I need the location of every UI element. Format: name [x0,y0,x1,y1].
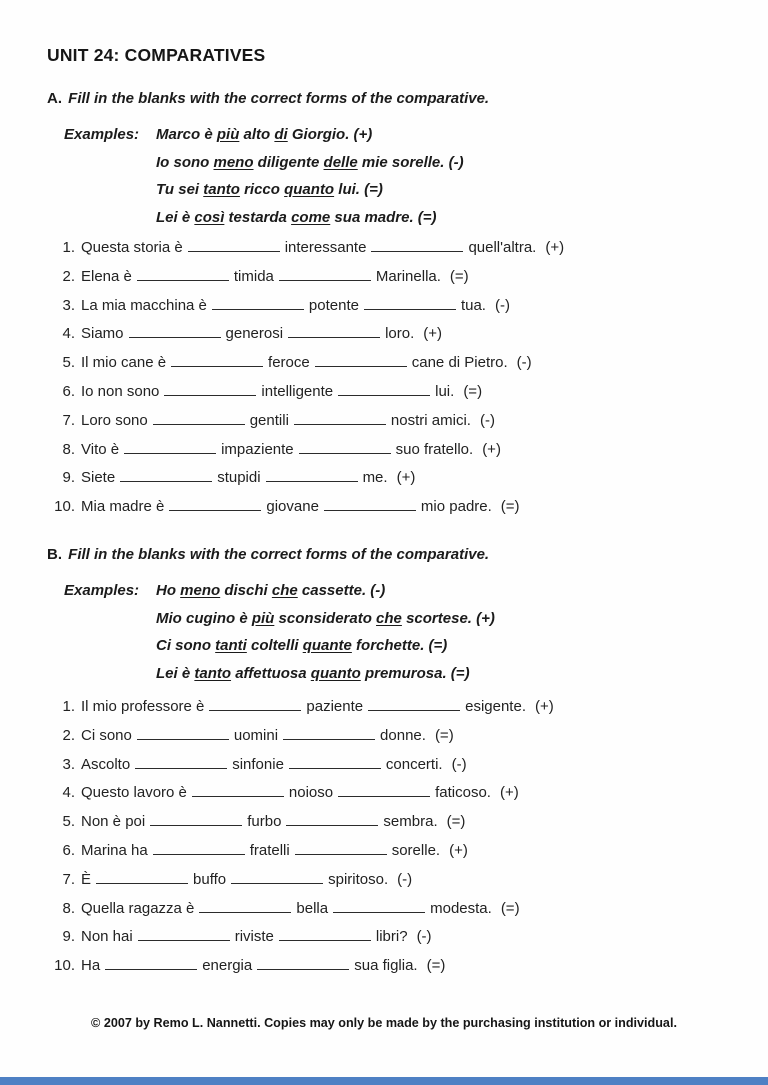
exercise-item [44,923,554,952]
item-text-pre: Siete [81,469,116,487]
item-text-mid: feroce [268,354,310,372]
fill-in-blank [188,239,280,252]
example-text: forchette. (=) [351,637,448,655]
fill-in-blank [299,441,391,454]
example-text: scortese. (+) [401,609,495,627]
fill-in-blank [289,756,381,769]
example-sentence [156,121,464,149]
item-text-post: faticoso. [435,784,491,802]
exercise-item [44,234,564,263]
underlined-word: come [291,208,331,226]
example-sentences [156,121,464,231]
item-number: 8. [62,899,75,917]
item-text-pre: Elena è [81,267,132,285]
exercise-item [44,292,564,321]
item-text-post: concerti. [385,755,443,773]
page-title: UNIT 24: COMPARATIVES [47,45,266,65]
item-number: 7. [62,411,75,429]
item-text-pre: È [81,870,92,888]
item-text-post: donne. [380,726,426,744]
comparison-mark: (+) [482,440,501,458]
underlined-word: più [216,126,240,143]
item-text-pre: Vito è [81,440,120,458]
fill-in-blank [315,354,407,367]
item-number: 1. [62,698,75,715]
section-b-items [44,693,554,981]
exercise-item [44,320,564,349]
example-text: Ci sono [156,637,216,655]
item-text-post: libri? [375,928,408,946]
item-number: 5. [62,354,75,372]
underlined-word: quanto [310,664,361,682]
fill-in-blank [169,498,261,511]
fill-in-blank [231,871,323,884]
item-number: 3. [62,755,75,773]
item-text-pre: Il mio professore è [81,698,205,715]
exercise-item [44,837,554,866]
fill-in-blank [371,239,463,252]
fill-in-blank [364,297,456,310]
example-text: affettuosa [231,664,311,682]
item-text-pre: Il mio cane è [81,354,167,372]
comparison-mark: (=) [500,498,520,516]
item-number: 4. [62,325,75,343]
example-text: premurosa. (=) [360,664,470,682]
item-text-post: modesta. [430,899,492,917]
item-number: 5. [62,813,75,831]
exercise-item [44,493,564,522]
comparison-mark: (=) [426,957,446,975]
item-text-post: sembra. [383,813,438,831]
example-text: Io sono [156,153,214,171]
fill-in-blank [153,412,245,425]
exercise-item [44,464,564,493]
exercise-item [44,952,554,981]
example-text: testarda [224,208,292,226]
section-a-items [44,234,564,522]
fill-in-blank [295,842,387,855]
comparison-mark: (-) [516,354,532,372]
item-number: 2. [62,267,75,285]
item-text-mid: energia [202,957,253,975]
fill-in-blank [294,412,386,425]
item-text-pre: Non hai [81,928,133,946]
item-text-post: sorelle. [391,841,441,859]
example-sentence [156,632,495,660]
example-sentence [156,605,495,633]
example-text: Marco è [156,126,217,143]
item-number: 6. [62,382,75,400]
item-text-post: sua figlia. [354,957,418,975]
examples-label: Examples: [64,582,140,599]
exercise-item [44,263,564,292]
item-text-post: suo fratello. [395,440,474,458]
section-a-heading [47,90,489,107]
fill-in-blank [129,325,221,338]
example-text: Giorgio. (+) [287,126,373,143]
item-text-post: lui. [435,382,455,400]
underlined-word: così [194,208,225,226]
comparison-mark: (=) [434,726,454,744]
example-text: diligente [253,153,324,171]
item-number: 2. [62,726,75,744]
section-b-instruction: Fill in the blanks with the correct forms of the comparative. [68,546,490,563]
item-text-mid: furbo [247,813,282,831]
example-text: mie sorelle. (-) [357,153,464,171]
example-text: Lei è [156,664,195,682]
copyright-footer: © 2007 by Remo L. Nannetti. Copies may only be made by the purchasing institution or individual. [91,1016,677,1030]
item-text-pre: Siamo [81,325,124,343]
underlined-word: quante [302,637,352,655]
item-text-mid: bella [296,899,329,917]
item-text-pre: La mia macchina è [81,296,207,314]
example-sentence [156,660,495,688]
example-text: sconsiderato [274,609,377,627]
item-text-mid: impaziente [221,440,294,458]
fill-in-blank [138,928,230,941]
item-text-mid: paziente [306,698,364,715]
underlined-word: meno [213,153,254,171]
item-text-pre: Ascolto [81,755,131,773]
item-text-pre: Ha [81,957,101,975]
fill-in-blank [288,325,380,338]
example-text: alto [239,126,275,143]
item-text-pre: Io non sono [81,382,160,400]
fill-in-blank [338,784,430,797]
section-a-examples [64,121,464,231]
example-text: cassette. (-) [297,582,386,599]
section-b-heading [47,546,489,563]
fill-in-blank [283,727,375,740]
item-text-pre: Mia madre è [81,498,165,516]
examples-label: Examples: [64,126,140,143]
item-number: 9. [62,928,75,946]
comparison-mark: (+) [396,469,416,487]
exercise-item [44,808,554,837]
comparison-mark: (+) [535,698,554,715]
underlined-word: che [376,609,402,627]
fill-in-blank [279,928,371,941]
item-text-pre: Quella ragazza è [81,899,195,917]
underlined-word: quanto [284,181,335,199]
fill-in-blank [120,469,212,482]
underlined-word: più [251,609,275,627]
underlined-word: che [271,582,298,599]
comparison-mark: (-) [479,411,495,429]
item-text-mid: riviste [234,928,274,946]
fill-in-blank [124,441,216,454]
section-b-examples [64,577,495,687]
item-text-mid: uomini [233,726,279,744]
item-number: 8. [62,440,75,458]
item-text-post: quell'altra. [468,239,537,256]
comparison-mark: (=) [500,899,520,917]
comparison-mark: (=) [463,382,483,400]
item-text-pre: Questo lavoro è [81,784,187,802]
exercise-item [44,693,554,722]
fill-in-blank [192,784,284,797]
comparison-mark: (=) [449,267,469,285]
item-text-pre: Ci sono [81,726,132,744]
example-text: Mio cugino è [156,609,252,627]
example-text: Tu sei [156,181,204,199]
example-sentence [156,204,464,232]
fill-in-blank [266,469,358,482]
item-number: 3. [62,296,75,314]
example-sentences [156,577,495,687]
underlined-word: delle [323,153,358,171]
exercise-item [44,349,564,378]
item-text-post: mio padre. [420,498,492,516]
comparison-mark: (+) [545,239,565,256]
example-text: sua madre. (=) [330,208,437,226]
section-b-label: B. [47,546,62,563]
item-text-post: Marinella. [375,267,441,285]
item-text-mid: sinfonie [232,755,284,773]
item-text-pre: Marina ha [81,841,148,859]
section-a-label: A. [47,90,62,107]
fill-in-blank [199,900,291,913]
example-sentence [156,149,464,177]
section-a-instruction: Fill in the blanks with the correct forms of the comparative. [68,90,490,107]
exercise-item [44,866,554,895]
item-text-post: cane di Pietro. [411,354,508,372]
example-sentence [156,577,495,605]
item-text-post: esigente. [465,698,526,715]
exercise-item [44,722,554,751]
item-number: 10. [54,957,75,975]
item-text-mid: timida [233,267,274,285]
example-text: lui. (=) [334,181,383,199]
fill-in-blank [212,297,304,310]
comparison-mark: (-) [451,755,467,773]
item-number: 6. [62,841,75,859]
item-text-pre: Questa storia è [81,239,183,256]
fill-in-blank [286,813,378,826]
example-text: coltelli [246,637,303,655]
exercise-item [44,407,564,436]
item-text-pre: Non è poi [81,813,146,831]
item-text-post: loro. [385,325,415,343]
item-text-mid: generosi [225,325,284,343]
exercise-item [44,779,554,808]
fill-in-blank [209,698,301,711]
example-text: dischi [220,582,272,599]
exercise-item [44,751,554,780]
comparison-mark: (+) [499,784,519,802]
exercise-item [44,378,564,407]
comparison-mark: (-) [416,928,432,946]
fill-in-blank [333,900,425,913]
fill-in-blank [150,813,242,826]
item-text-mid: stupidi [217,469,261,487]
fill-in-blank [279,268,371,281]
comparison-mark: (+) [423,325,443,343]
underlined-word: di [274,126,288,143]
item-number: 9. [62,469,75,487]
item-text-mid: giovane [266,498,319,516]
fill-in-blank [105,957,197,970]
item-number: 4. [62,784,75,802]
underlined-word: tanti [215,637,247,655]
item-number: 1. [62,239,75,256]
item-text-mid: fratelli [249,841,290,859]
item-text-mid: noioso [288,784,334,802]
item-text-mid: gentili [249,411,289,429]
comparison-mark: (+) [449,841,468,859]
fill-in-blank [368,698,460,711]
fill-in-blank [153,842,245,855]
comparison-mark: (-) [494,296,510,314]
fill-in-blank [96,871,188,884]
item-text-mid: intelligente [261,382,334,400]
fill-in-blank [257,957,349,970]
item-text-mid: potente [308,296,359,314]
bottom-accent-bar [0,1077,768,1085]
example-text: Ho [156,582,181,599]
fill-in-blank [171,354,263,367]
fill-in-blank [137,727,229,740]
comparison-mark: (=) [446,813,466,831]
fill-in-blank [164,383,256,396]
exercise-item [44,436,564,465]
item-text-post: me. [362,469,388,487]
item-text-mid: buffo [193,870,227,888]
item-text-mid: interessante [284,239,367,256]
item-number: 10. [54,498,75,516]
fill-in-blank [324,498,416,511]
fill-in-blank [137,268,229,281]
underlined-word: meno [180,582,221,599]
comparison-mark: (-) [397,870,413,888]
underlined-word: tanto [203,181,240,199]
fill-in-blank [135,756,227,769]
exercise-item [44,895,554,924]
example-text: Lei è [156,208,195,226]
item-text-post: nostri amici. [390,411,471,429]
item-text-pre: Loro sono [81,411,148,429]
item-number: 7. [62,870,75,888]
fill-in-blank [338,383,430,396]
example-text: ricco [239,181,285,199]
item-text-post: tua. [460,296,486,314]
example-sentence [156,176,464,204]
underlined-word: tanto [194,664,232,682]
item-text-post: spiritoso. [328,870,389,888]
